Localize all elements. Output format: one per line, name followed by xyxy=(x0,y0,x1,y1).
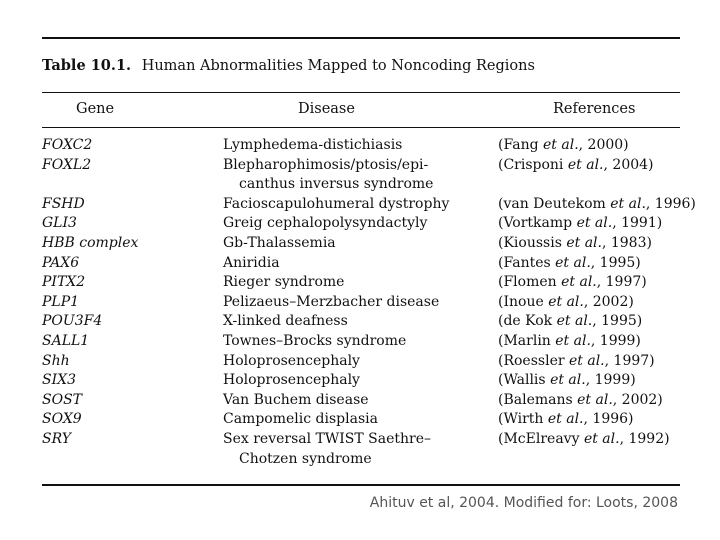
table-bottom-rule xyxy=(42,484,680,486)
disease-text: Gb-Thalassemia xyxy=(223,234,336,251)
disease-text: Blepharophimosis/ptosis/epi- xyxy=(223,156,429,173)
reference-author: (de Kok xyxy=(498,313,557,330)
table-row xyxy=(0,352,720,372)
disease-text: Rieger syndrome xyxy=(223,274,345,291)
reference-author: (Roessler xyxy=(498,352,569,369)
disease-cell xyxy=(223,391,369,411)
table-row xyxy=(0,234,720,254)
disease-text: Townes–Brocks syndrome xyxy=(223,332,407,349)
disease-text: Greig cephalopolysyndactyly xyxy=(223,215,428,232)
reference-cell xyxy=(498,293,634,313)
table-row xyxy=(0,312,720,332)
table-row xyxy=(0,273,720,293)
reference-author: (Balemans xyxy=(498,391,578,408)
reference-cell xyxy=(498,410,634,430)
disease-cell xyxy=(223,293,439,313)
table-row xyxy=(0,391,720,411)
reference-author: (McElreavy xyxy=(498,430,584,447)
reference-year: , 1996) xyxy=(645,195,696,212)
gene-cell: FSHD xyxy=(42,195,85,212)
reference-year: , 1999) xyxy=(585,372,636,389)
reference-cell xyxy=(498,273,647,293)
disease-text: Aniridia xyxy=(223,254,280,271)
reference-etal: et al. xyxy=(569,352,605,369)
reference-etal: et al. xyxy=(577,391,613,408)
reference-year: , 1995) xyxy=(590,254,641,271)
reference-year: , 2004) xyxy=(603,156,654,173)
reference-etal: et al. xyxy=(556,313,593,330)
table-row xyxy=(0,293,720,313)
reference-author: (Fang xyxy=(498,137,544,153)
reference-year: , 2000) xyxy=(578,137,629,153)
reference-etal: et al. xyxy=(561,274,597,291)
disease-cell xyxy=(223,312,348,332)
reference-etal: et al. xyxy=(555,254,591,271)
reference-year: , 1991) xyxy=(612,215,663,232)
gene-cell: POU3F4 xyxy=(42,313,103,330)
reference-cell xyxy=(498,214,662,234)
disease-cell xyxy=(223,430,431,469)
table-row xyxy=(0,430,720,469)
reference-year: , 2002) xyxy=(583,293,634,310)
table-row xyxy=(0,371,720,391)
reference-author: (Vortkamp xyxy=(498,215,577,232)
gene-cell: PLP1 xyxy=(42,293,80,310)
disease-text: Pelizaeus–Merzbacher disease xyxy=(223,293,440,310)
gene-cell: SOST xyxy=(42,391,82,408)
disease-text: Holoprosencephaly xyxy=(223,372,360,389)
disease-text: Sex reversal TWIST Saethre– xyxy=(223,430,432,447)
reference-author: (Crisponi xyxy=(498,156,568,173)
gene-cell: FOXC2 xyxy=(42,137,93,153)
reference-cell xyxy=(498,371,636,391)
column-header-references: References xyxy=(553,101,636,117)
reference-author: (Wirth xyxy=(498,411,548,428)
reference-author: (Marlin xyxy=(498,332,556,349)
disease-text-continuation: canthus inversus syndrome xyxy=(239,176,434,193)
gene-cell: SALL1 xyxy=(42,332,90,349)
table-row xyxy=(0,214,720,234)
reference-etal: et al. xyxy=(543,137,579,153)
reference-year: , 1995) xyxy=(592,313,643,330)
source-note: Ahituv et al, 2004. Modified for: Loots, 2008 xyxy=(369,495,678,511)
reference-cell xyxy=(498,156,654,176)
reference-year: , 1999) xyxy=(590,332,641,349)
disease-cell xyxy=(223,214,427,234)
disease-cell xyxy=(223,332,406,352)
disease-text: Lymphedema-distichiasis xyxy=(223,137,403,153)
gene-cell: FOXL2 xyxy=(42,156,92,173)
disease-text: X-linked deafness xyxy=(223,313,348,330)
disease-text: Facioscapulohumeral dystrophy xyxy=(223,195,450,212)
disease-cell xyxy=(223,410,378,430)
reference-etal: et al. xyxy=(548,293,584,310)
reference-year: , 2002) xyxy=(612,391,663,408)
table-title: Human Abnormalities Mapped to Noncoding Regions xyxy=(141,58,535,74)
disease-cell xyxy=(223,254,280,274)
gene-cell: SRY xyxy=(42,430,71,447)
header-bottom-rule xyxy=(42,127,680,128)
reference-etal: et al. xyxy=(550,372,586,389)
reference-author: (van Deutekom xyxy=(498,195,611,212)
reference-cell xyxy=(498,195,696,215)
reference-cell xyxy=(498,391,663,411)
gene-cell: SIX3 xyxy=(42,372,76,389)
reference-year: , 1996) xyxy=(583,411,634,428)
reference-etal: et al. xyxy=(610,195,646,212)
table-row xyxy=(0,156,720,195)
gene-cell: GLI3 xyxy=(42,215,77,232)
column-header-disease: Disease xyxy=(298,101,355,117)
reference-etal: et al. xyxy=(555,332,591,349)
table-row xyxy=(0,332,720,352)
disease-text: Campomelic displasia xyxy=(223,411,378,428)
gene-cell: SOX9 xyxy=(42,411,82,428)
column-header-gene: Gene xyxy=(76,101,115,117)
disease-cell xyxy=(223,195,449,215)
table-row xyxy=(0,410,720,430)
table-row xyxy=(0,254,720,274)
reference-year: , 1992) xyxy=(619,430,670,447)
table-top-rule xyxy=(42,37,680,39)
table-row xyxy=(0,136,720,156)
reference-year: , 1983) xyxy=(601,234,652,251)
reference-etal: et al. xyxy=(567,156,604,173)
gene-cell: PAX6 xyxy=(42,254,80,271)
reference-cell xyxy=(498,254,641,274)
table-number: Table 10.1. xyxy=(42,57,132,74)
gene-cell: Shh xyxy=(42,352,70,369)
disease-cell xyxy=(223,234,336,254)
reference-cell xyxy=(498,234,652,254)
disease-text: Holoprosencephaly xyxy=(223,352,360,369)
disease-cell xyxy=(223,136,402,156)
disease-cell xyxy=(223,371,360,391)
reference-cell xyxy=(498,136,629,156)
reference-etal: et al. xyxy=(576,215,613,232)
reference-etal: et al. xyxy=(547,411,584,428)
disease-cell xyxy=(223,352,360,372)
gene-cell: PITX2 xyxy=(42,274,86,291)
gene-cell: HBB complex xyxy=(42,234,139,251)
disease-text-continuation: Chotzen syndrome xyxy=(239,450,372,467)
disease-cell xyxy=(223,156,433,195)
reference-cell xyxy=(498,430,670,450)
reference-cell xyxy=(498,332,641,352)
reference-cell xyxy=(498,312,642,332)
disease-text: Van Buchem disease xyxy=(223,391,369,408)
reference-author: (Flomen xyxy=(498,274,562,291)
reference-year: , 1997) xyxy=(596,274,647,291)
disease-cell xyxy=(223,273,344,293)
reference-author: (Wallis xyxy=(498,372,551,389)
table-row xyxy=(0,195,720,215)
reference-etal: et al. xyxy=(583,430,620,447)
reference-etal: et al. xyxy=(566,234,602,251)
table-caption xyxy=(42,57,535,74)
reference-cell xyxy=(498,352,655,372)
reference-author: (Inoue xyxy=(498,293,549,310)
reference-author: (Kioussis xyxy=(498,234,567,251)
header-top-rule xyxy=(42,92,680,93)
reference-author: (Fantes xyxy=(498,254,556,271)
table-body xyxy=(0,136,720,469)
reference-year: , 1997) xyxy=(604,352,655,369)
